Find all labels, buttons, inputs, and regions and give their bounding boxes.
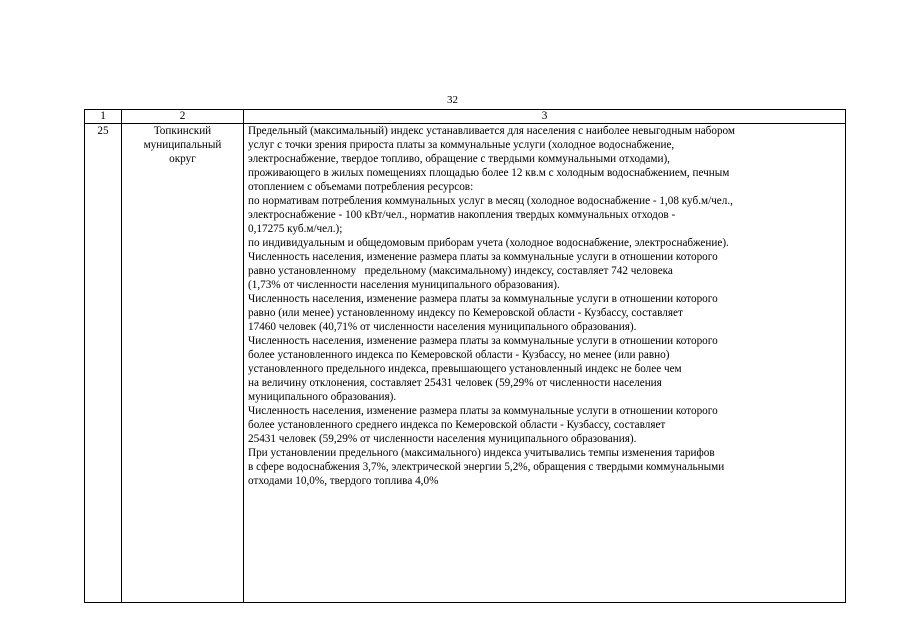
- text-line: проживающего в жилых помещениях площадью более 12 кв.м с холодным водоснабжением, печным: [248, 167, 730, 179]
- text-line: Численность населения, изменение размера платы за коммунальные услуги в отношении которого: [248, 251, 718, 263]
- text-line: При установлении предельного (максимального) индекса учитывались темпы изменения тарифов: [248, 447, 715, 459]
- municipality-name-line: муниципальный: [143, 139, 222, 151]
- text-line: по индивидуальным и общедомовым приборам учета (холодное водоснабжение, электроснабжение).: [248, 237, 729, 249]
- table-row: [85, 124, 846, 603]
- document-table: [84, 109, 846, 603]
- column-header: 1: [85, 110, 122, 124]
- text-line: электроснабжение, твердое топливо, обращение с твердыми коммунальными отходами),: [248, 153, 670, 165]
- text-line: муниципального образования).: [248, 391, 397, 403]
- page-number: 32: [447, 94, 458, 106]
- text-line: равно установленному предельному (максимальному) индексу, составляет 742 человека: [248, 265, 673, 277]
- text-line: более установленного индекса по Кемеровской области - Кузбассу, но менее (или равно): [248, 349, 670, 361]
- municipality-name-line: округ: [169, 153, 196, 165]
- description-cell: [244, 124, 846, 603]
- text-line: по нормативам потребления коммунальных услуг в месяц (холодное водоснабжение - 1,08 куб.м/чел.,: [248, 195, 733, 207]
- text-line: Предельный (максимальный) индекс устанавливается для населения с наиболее невыгодным набором: [248, 125, 735, 137]
- text-line: установленного предельного индекса, превышающего установленный индекс не более чем: [248, 363, 682, 375]
- text-line: Численность населения, изменение размера платы за коммунальные услуги в отношении которого: [248, 405, 718, 417]
- text-line: 25431 человек (59,29% от численности населения муниципального образования).: [248, 433, 637, 445]
- column-header: 3: [244, 110, 846, 124]
- text-line: услуг с точки зрения прироста платы за коммунальные услуги (холодное водоснабжение,: [248, 139, 675, 151]
- text-line: отходами 10,0%, твердого топлива 4,0%: [248, 475, 439, 487]
- text-line: отоплением с объемами потребления ресурсов:: [248, 181, 474, 193]
- text-line: 0,17275 куб.м/чел.);: [248, 223, 343, 235]
- text-line: равно (или менее) установленному индексу по Кемеровской области - Кузбассу, составляет: [248, 307, 683, 319]
- table-header-row: [85, 110, 846, 124]
- text-line: 17460 человек (40,71% от численности населения муниципального образования).: [248, 321, 637, 333]
- text-line: электроснабжение - 100 кВт/чел., норматив накопления твердых коммунальных отходов -: [248, 209, 676, 221]
- municipality-name-line: Топкинский: [153, 125, 212, 137]
- text-line: на величину отклонения, составляет 25431 человек (59,29% от численности населения: [248, 377, 662, 389]
- municipality-name: [122, 124, 244, 603]
- row-number: 25: [85, 124, 122, 603]
- text-line: Численность населения, изменение размера платы за коммунальные услуги в отношении которого: [248, 335, 718, 347]
- column-header: 2: [122, 110, 244, 124]
- text-line: Численность населения, изменение размера платы за коммунальные услуги в отношении которого: [248, 293, 718, 305]
- text-line: (1,73% от численности населения муниципального образования).: [248, 279, 560, 291]
- text-line: более установленного среднего индекса по Кемеровской области - Кузбассу, составляет: [248, 419, 666, 431]
- text-line: в сфере водоснабжения 3,7%, электрической энергии 5,2%, обращения с твердыми коммунальными: [248, 461, 725, 473]
